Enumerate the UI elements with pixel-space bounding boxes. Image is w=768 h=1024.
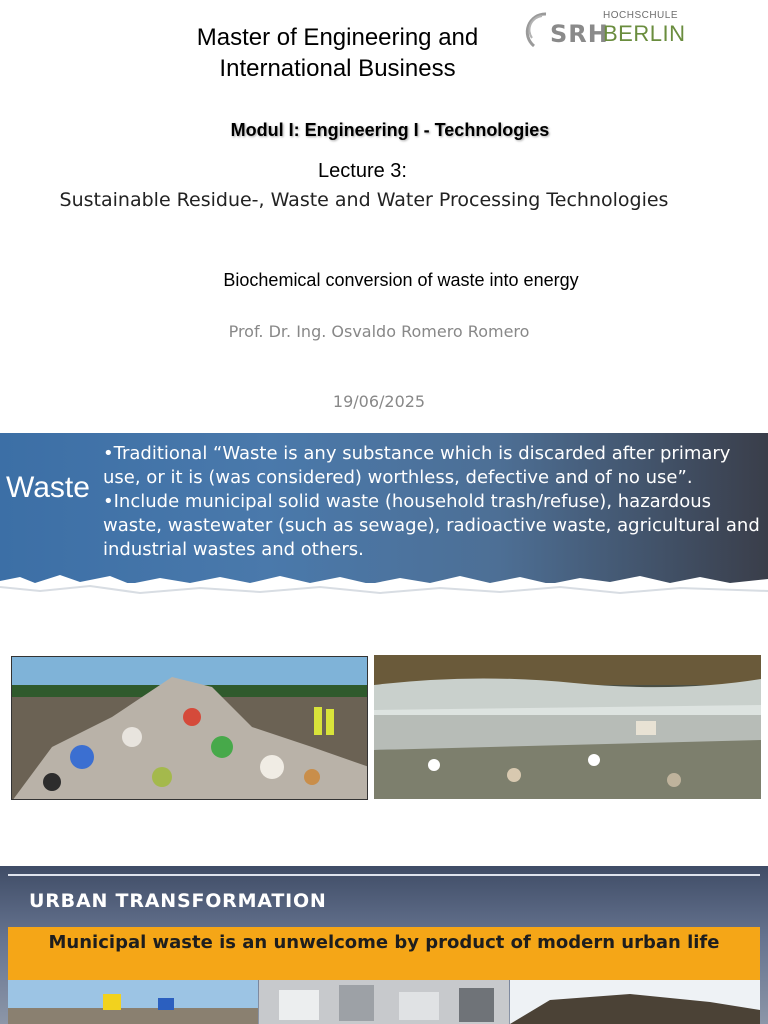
waste-definition-slide [0, 433, 768, 866]
title-slide [0, 0, 768, 432]
lecture-subtitle: Sustainable Residue-, Waste and Water Processing Technologies [59, 189, 669, 211]
electronic-waste-photo [259, 980, 509, 1024]
dump-field-photo [510, 980, 760, 1024]
urban-transformation-slide [0, 866, 768, 1024]
professor-name: Prof. Dr. Ing. Osvaldo Romero Romero [228, 322, 530, 341]
slide-title: URBAN TRANSFORMATION [29, 890, 327, 912]
landfill-photo [11, 656, 368, 800]
bullet-item: •Include municipal solid waste (household trash/refuse), hazardous waste, wastewater (such as sewage), radioactive waste, agricultural and industrial wastes and others. [103, 491, 760, 560]
program-title: Master of Engineering and International Business [196, 24, 479, 82]
lecture-date: 19/06/2025 [332, 392, 426, 411]
srh-berlin-logo [524, 10, 686, 54]
lecture-topic: Biochemical conversion of waste into energy [223, 270, 579, 290]
divider-line [8, 874, 760, 876]
highlight-banner: Municipal waste is an unwelcome by product of modern urban life [8, 927, 760, 980]
bullet-list [103, 442, 763, 562]
logo-hochschule-text: HOCHSCHULE [603, 10, 679, 21]
bullet-item: •Traditional “Waste is any substance which is discarded after primary use, or it is (was considered) worthless, defective and of no use”. [103, 443, 731, 488]
polluted-water-photo [374, 655, 761, 799]
landfill-machinery-photo [8, 980, 258, 1024]
logo-srh-text: SRH [550, 20, 609, 48]
module-heading: Modul I: Engineering I - Technologies [230, 120, 550, 140]
lecture-number: Lecture 3: [318, 160, 407, 182]
torn-paper-edge [0, 571, 768, 611]
logo-berlin-text: BERLIN [603, 21, 686, 46]
slide-title: Waste [6, 471, 90, 504]
